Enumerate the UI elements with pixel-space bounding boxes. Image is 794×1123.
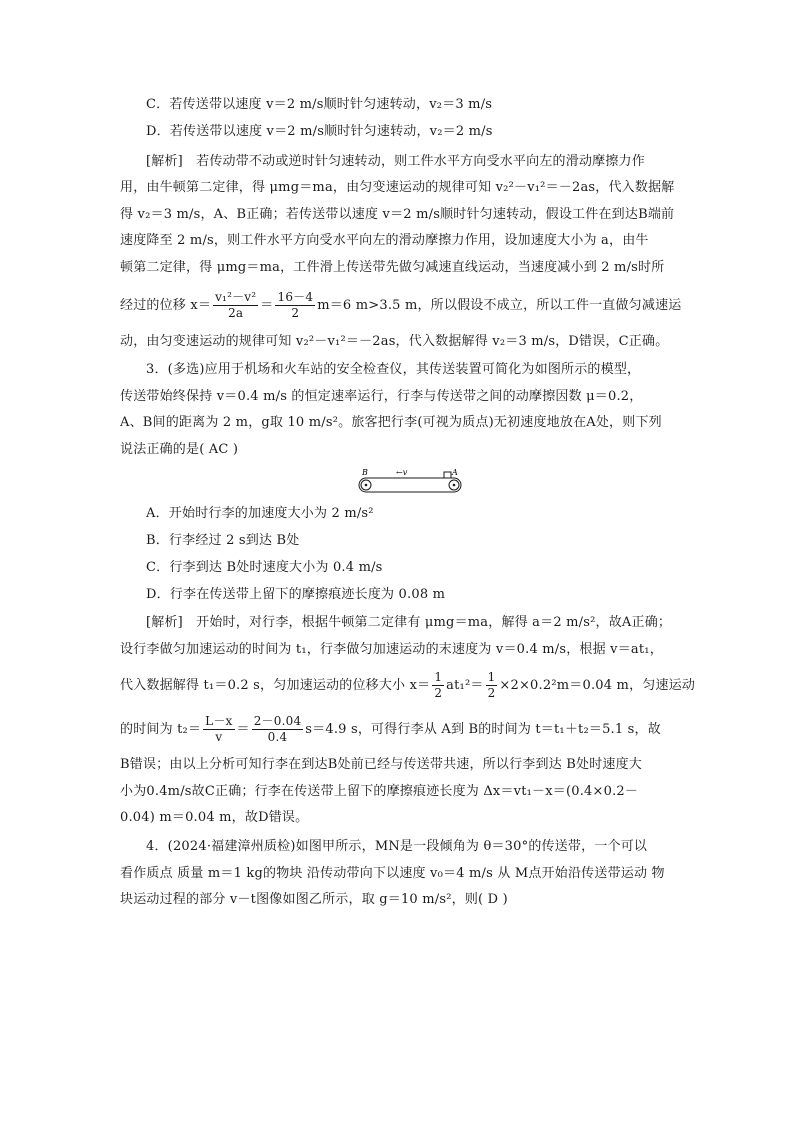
analysis-line: 动，由匀变速运动的规律可知 v₂²－v₁²＝－2as，代入数据解得 v₂＝3 m/s，D错误，C正确。 xyxy=(120,334,669,349)
analysis-line: 设行李做匀加速运动的时间为 t₁，行李做匀加速运动的末速度为 v＝0.4 m/s，根据 v＝at₁， xyxy=(120,642,663,657)
fraction-denominator: 2 xyxy=(291,306,300,320)
formula-line xyxy=(120,670,696,701)
question-4-stem: 看作质点 质量 m＝1 kg的物块 沿传动带向下以速度 v₀＝4 m/s 从 M点开始沿传送带运动 物 xyxy=(120,866,665,881)
question-4-stem: 块运动过程的部分 v－t图像如图乙所示，取 g＝10 m/s²，则( D ) xyxy=(120,892,508,907)
velocity-arrow-label: ←v xyxy=(396,468,408,477)
fraction-numerator: v₁²－v² xyxy=(215,290,257,304)
analysis-line: [解析] 开始时，对行李，根据牛顿第二定律有 μmg＝ma，解得 a＝2 m/s²，故A正确； xyxy=(146,615,672,630)
fraction-denominator: 2a xyxy=(228,306,244,320)
right-roller-axle xyxy=(453,484,456,487)
analysis-line: 速度降至 2 m/s，则工件水平方向受水平向左的滑动摩擦力作用，设加速度大小为 a，由牛 xyxy=(120,233,649,248)
formula-text: 的时间为 t₂＝ xyxy=(120,722,202,737)
fraction-numerator: 1 xyxy=(487,670,496,684)
option-c-line: C．行李到达 B处时速度大小为 0.4 m/s xyxy=(146,560,383,575)
analysis-line: 用，由牛顿第二定律，得 μmg＝ma，由匀变速运动的规律可知 v₂²－v₁²＝－2as，代入数据解 xyxy=(120,180,675,195)
left-roller-axle xyxy=(365,484,368,487)
analysis-line: 0.04) m＝0.04 m，故D错误。 xyxy=(120,810,309,825)
analysis-line: 小为0.4m/s故C正确；行李在传送带上留下的摩擦痕迹长度为 Δx＝vt₁－x＝(0.4×0.2－ xyxy=(120,784,639,799)
formula-line xyxy=(120,290,680,321)
fraction xyxy=(213,290,258,321)
fraction-denominator: 0.4 xyxy=(267,730,288,744)
analysis-line: 顿第二定律，得 μmg＝ma，工件滑上传送带先做匀减速直线运动，当速度减小到 2 m/s时所 xyxy=(120,260,665,275)
fraction xyxy=(252,714,304,745)
label-a: A xyxy=(452,468,458,477)
analysis-line: [解析] 若传动带不动或逆时针匀速转动，则工件水平方向受水平向左的滑动摩擦力作 xyxy=(146,154,645,169)
formula-text: at₁²＝ xyxy=(446,678,484,693)
formula-text: ×2×0.2²m＝0.04 m，匀速运动 xyxy=(499,678,696,693)
fraction xyxy=(486,670,498,701)
fraction-denominator: v xyxy=(215,730,223,744)
fraction-numerator: 2－0.04 xyxy=(253,714,302,728)
formula-text: s＝4.9 s，可得行李从 A到 B的时间为 t＝t₁＋t₂＝5.1 s，故 xyxy=(305,722,661,737)
formula-text: m＝6 m>3.5 m，所以假设不成立，所以工件一直做匀减速运 xyxy=(317,298,682,313)
fraction xyxy=(432,670,444,701)
question-4-stem: 4．(2024·福建漳州质检)如图甲所示，MN是一段倾角为 θ＝30°的传送带，一个可以 xyxy=(146,839,648,854)
luggage-box xyxy=(444,472,451,478)
option-d-line: D．行李在传送带上留下的摩擦痕迹长度为 0.08 m xyxy=(146,587,446,602)
fraction xyxy=(203,714,234,745)
formula-text: ＝ xyxy=(236,722,250,737)
option-b-line: B．行李经过 2 s到达 B处 xyxy=(146,533,300,548)
fraction-denominator: 2 xyxy=(487,686,496,700)
question-3-stem: 说法正确的是( AC ) xyxy=(120,442,239,457)
fraction-numerator: 1 xyxy=(434,670,443,684)
question-3-stem: 传送带始终保持 v＝0.4 m/s 的恒定速率运行，行李与传送带之间的动摩擦因数 μ＝0.2， xyxy=(120,389,643,404)
analysis-line: B错误；由以上分析可知行李在到达B处前已经与传送带共速，所以行李到达 B处时速度大 xyxy=(120,757,642,772)
conveyor-belt-diagram xyxy=(356,468,466,498)
question-3-stem: 3．(多选)应用于机场和火车站的安全检查仪，其传送装置可简化为如图所示的模型， xyxy=(146,362,641,377)
option-c-line: C．若传送带以速度 v＝2 m/s顺时针匀速转动，v₂＝3 m/s xyxy=(146,97,493,112)
option-a-line: A．开始时行李的加速度大小为 2 m/s² xyxy=(146,506,374,521)
formula-text: 经过的位移 x＝ xyxy=(120,298,212,313)
fraction-denominator: 2 xyxy=(434,686,443,700)
formula-text: ＝ xyxy=(260,298,274,313)
fraction-numerator: 16－4 xyxy=(277,290,314,304)
fraction xyxy=(275,290,315,321)
label-b: B xyxy=(362,468,368,477)
fraction-numerator: L－x xyxy=(205,714,233,728)
formula-line xyxy=(120,714,680,745)
option-d-line: D．若传送带以速度 v＝2 m/s顺时针匀速转动，v₂＝2 m/s xyxy=(146,124,493,139)
question-3-stem: A、B间的距离为 2 m，g取 10 m/s²。旅客把行李(可视为质点)无初速度地放在A处，则下列 xyxy=(120,415,662,430)
analysis-line: 得 v₂＝3 m/s，A、B正确；若传送带以速度 v＝2 m/s顺时针匀速转动，假设工件在到达B端前 xyxy=(120,207,675,222)
formula-text: 代入数据解得 t₁＝0.2 s，匀加速运动的位移大小 x＝ xyxy=(120,678,431,693)
